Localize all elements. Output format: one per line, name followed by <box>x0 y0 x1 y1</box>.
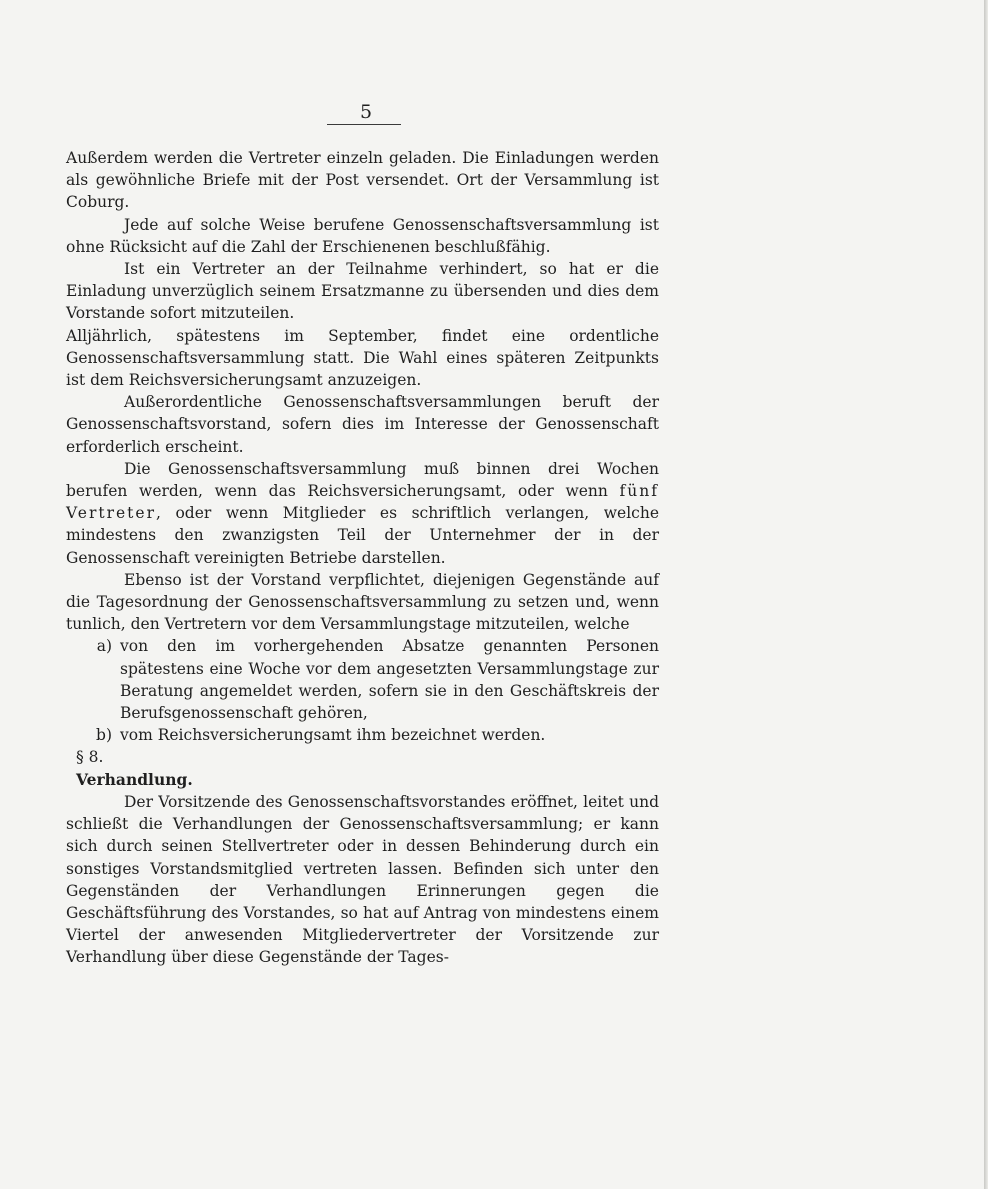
list-item-text: von den im vorhergehenden Absatze genannten Personen spätestens eine Woche vor dem angesetzten Versammlungstage zur Beratung angemeldet werden, sofern sie in den Geschäftskreis der Berufsgenossenschaft gehören, <box>120 637 659 723</box>
page-body <box>66 147 659 969</box>
paragraph-proceedings: Der Vorsitzende des Genossenschaftsvorstandes eröffnet, leitet und schließt die Verhandlungen der Genossenschaftsversammlung; er kann sich durch seinen Stellvertreter oder in dessen Behinderung durch ein sonstiges Vorstandsmitglied vertreten lassen. Befinden sich unter den Gegenständen der Verhandlungen Erinnerungen gegen die Geschäftsführung des Vorstandes, so hat auf Antrag von mindestens einem Viertel der anwesenden Mitgliedervertreter der Vorsitzende zur Verhandlung über diese Gegenstände der Tages- <box>66 792 659 967</box>
paragraph-meeting-call <box>66 458 659 569</box>
page-number-rule <box>327 124 401 125</box>
page-number: 5 <box>359 101 373 123</box>
agenda-list <box>66 635 659 746</box>
list-item-text: vom Reichsversicherungsamt ihm bezeichnet werden. <box>120 726 546 745</box>
list-marker: a) <box>96 637 112 656</box>
list-item <box>66 724 659 746</box>
meeting-call-text-end: , oder wenn Mitglieder es schriftlich verlangen, welche mindestens den zwanzigsten Teil der Unternehmer der in der Genossenschaft vereinigten Betriebe darstellen. <box>66 504 659 567</box>
list-item <box>66 635 659 724</box>
paragraph-extraordinary-meeting: Außerordentliche Genossenschaftsversammlungen beruft der Genossenschaftsvorstand, sofern dies im Interesse der Genossenschaft erforderlich erscheint. <box>66 393 659 456</box>
section-title: Verhandlung. <box>76 769 193 789</box>
paragraph-substitute: Ist ein Vertreter an der Teilnahme verhindert, so hat er die Einladung unverzüglich seinem Ersatzmanne zu übersenden und dies dem Vorstande sofort mitzuteilen. <box>66 260 659 323</box>
paragraph-quorum: Jede auf solche Weise berufene Genossenschaftsversammlung ist ohne Rücksicht auf die Zahl der Erschienenen beschlußfähig. <box>66 215 659 256</box>
paragraph-agenda: Ebenso ist der Vorstand verpflichtet, diejenigen Gegenstände auf die Tagesordnung der Genossenschaftsversammlung zu setzen und, wenn tunlich, den Vertretern vor dem Versammlungstage mitzuteilen, welche <box>66 570 659 634</box>
paragraph-annual-meeting: Alljährlich, spätestens im September, findet eine ordentliche Genossenschaftsversammlung statt. Die Wahl eines späteren Zeitpunkts ist dem Reichsversicherungsamt anzuzeigen. <box>66 326 659 390</box>
meeting-call-text-start: Die Genossenschaftsversammlung muß binnen drei Wochen berufen werden, wenn das Reichsversicherungsamt, oder wenn <box>66 459 659 501</box>
paragraph-invitation: Außerdem werden die Vertreter einzeln geladen. Die Einladungen werden als gewöhnliche Briefe mit der Post versendet. Ort der Versammlung ist Coburg. <box>66 149 659 212</box>
list-marker: b) <box>96 726 112 745</box>
meeting-call-spaced-text: fünf Vertreter <box>66 482 659 523</box>
page-margin <box>988 0 1000 1189</box>
section-number: § 8. <box>76 748 104 767</box>
